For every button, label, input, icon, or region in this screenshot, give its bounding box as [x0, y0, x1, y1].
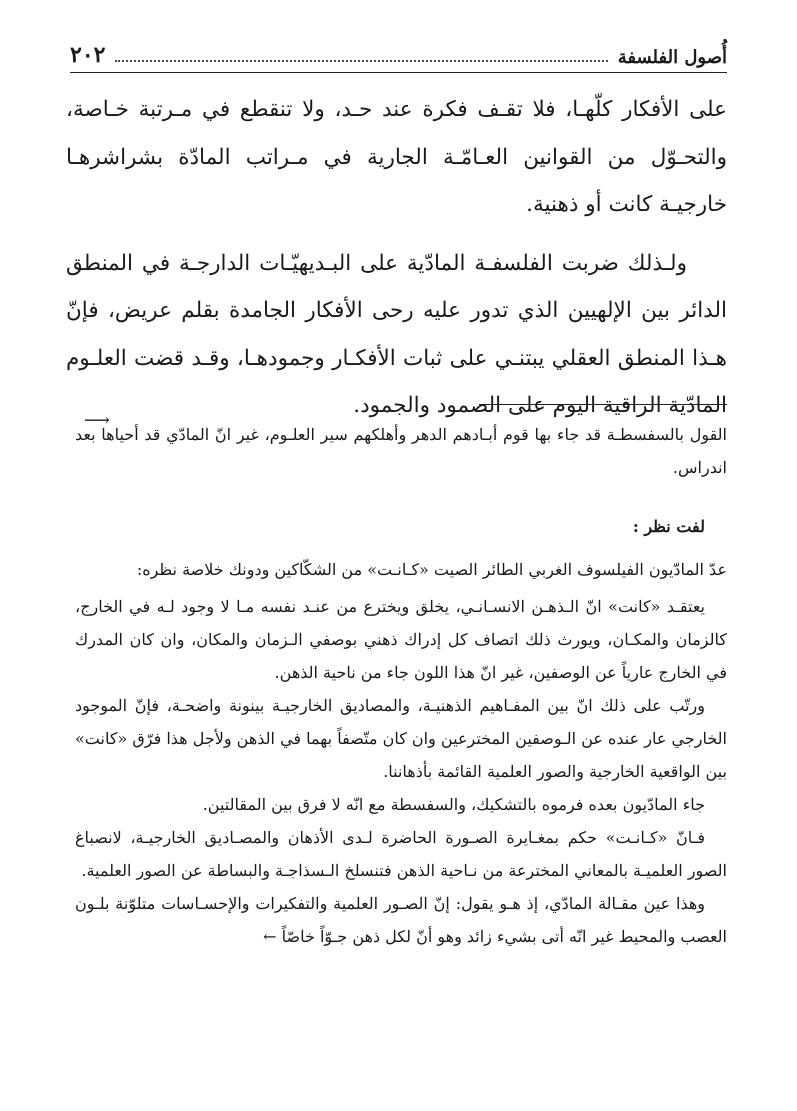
footnote-paragraph: يعتقـد «كانت» انّ الـذهـن الانسـانـي، يخلق ويخترع من عنـد نفسه مـا لا وجود لـه في الخارج، كالزمان والمكـان، ويورث ذلك اتصاف كل إدراك ذهني بوصفي الـزمان والمكان، وان كان المدرك في الخارج عارياً عن الوصفين، غير انّ هذا اللون جاء من ناحية الذهن.: [75, 597, 727, 682]
continuation-arrow-icon: ⟶: [84, 410, 110, 431]
header-dotted-leader: [115, 60, 607, 62]
footnote-separator: [479, 404, 727, 405]
footnote-paragraph: وهذا عين مقـالة المادّي، إذ هـو يقول: إنّ الصـور العلمية والتفكيرات والإحسـاسات متلوّنة بلـون العصب والمحيط غير انّه أتى بشيء زائد وهو أنّ لكل ذهن جـوّاً خاصّاً ←: [75, 894, 727, 946]
page-header: [70, 38, 727, 73]
running-title: أُصول الفلسفة: [617, 47, 727, 68]
footnote-paragraph: عدّ المادّيون الفيلسوف الغربي الطائر الصيت «كـانـت» من الشكّاكين ودونك خلاصة نظره:: [136, 560, 727, 579]
body-paragraph: على الأفكار كلّهـا، فلا تقـف فكرة عند حـد، ولا تنقطع في مـرتبة خـاصة، والتحـوّل من القوانين العـامّـة الجارية في مـراتب المادّة بشراشرهـا خارجيـة كانت أو ذهنية.: [66, 97, 727, 217]
main-body-text: [66, 86, 727, 430]
footnote-continuation: القول بالسفسطـة قد جاء بها قوم أبـادهم الدهر وأهلكهم سير العلـوم، غير انّ المادّي قد أحياها بعد اندراس.: [75, 425, 727, 477]
footnote-paragraph: فـانّ «كـانـت» حكم بمغـايرة الصـورة الحاضرة لـدى الأذهان والمصـاديق الخارجيـة، لانصباغ الصور العلميـة بالمعاني المخترعة من نـاحية الذهن فتنسلخ الـسذاجـة والبساطة عن الصور العلمية.: [75, 828, 727, 880]
footnotes-section: [75, 418, 727, 953]
footnote-paragraph: ورتّب على ذلك انّ بين المفـاهيم الذهنيـة، والمصاديق الخارجيـة بينونة واضحـة، فإنّ الموجود الخارجي عار عنده عن الـوصفين المخترعين وان كان متّصفاً بهما في الذهن ولأجل هذا فرّق «كانت» بين الواقعية الخارجية والصور العلمية القائمة بأذهاننا.: [75, 696, 728, 781]
body-paragraph: ولـذلك ضربت الفلسفـة المادّية على البـديهيّـات الدارجـة في المنطق الدائر بين الإلهيين الذي تدور عليه رحى الأفكار الجامدة بقلم عريض، فإنّ هـذا المنطق العقلي يبتنـي على ثبات الأفكـار وجمودهـا، وقـد قضت العلـوم المادّية الراقية اليوم على الصمود والجمود.: [66, 250, 727, 418]
note-title: لفت نظر :: [632, 517, 705, 536]
footnote-paragraph: جاء المادّيون بعده فرموه بالتشكيك، والسفسطة مع انّه لا فرق بين المقالتين.: [202, 795, 705, 814]
page-number: ۲۰۲: [70, 42, 106, 68]
